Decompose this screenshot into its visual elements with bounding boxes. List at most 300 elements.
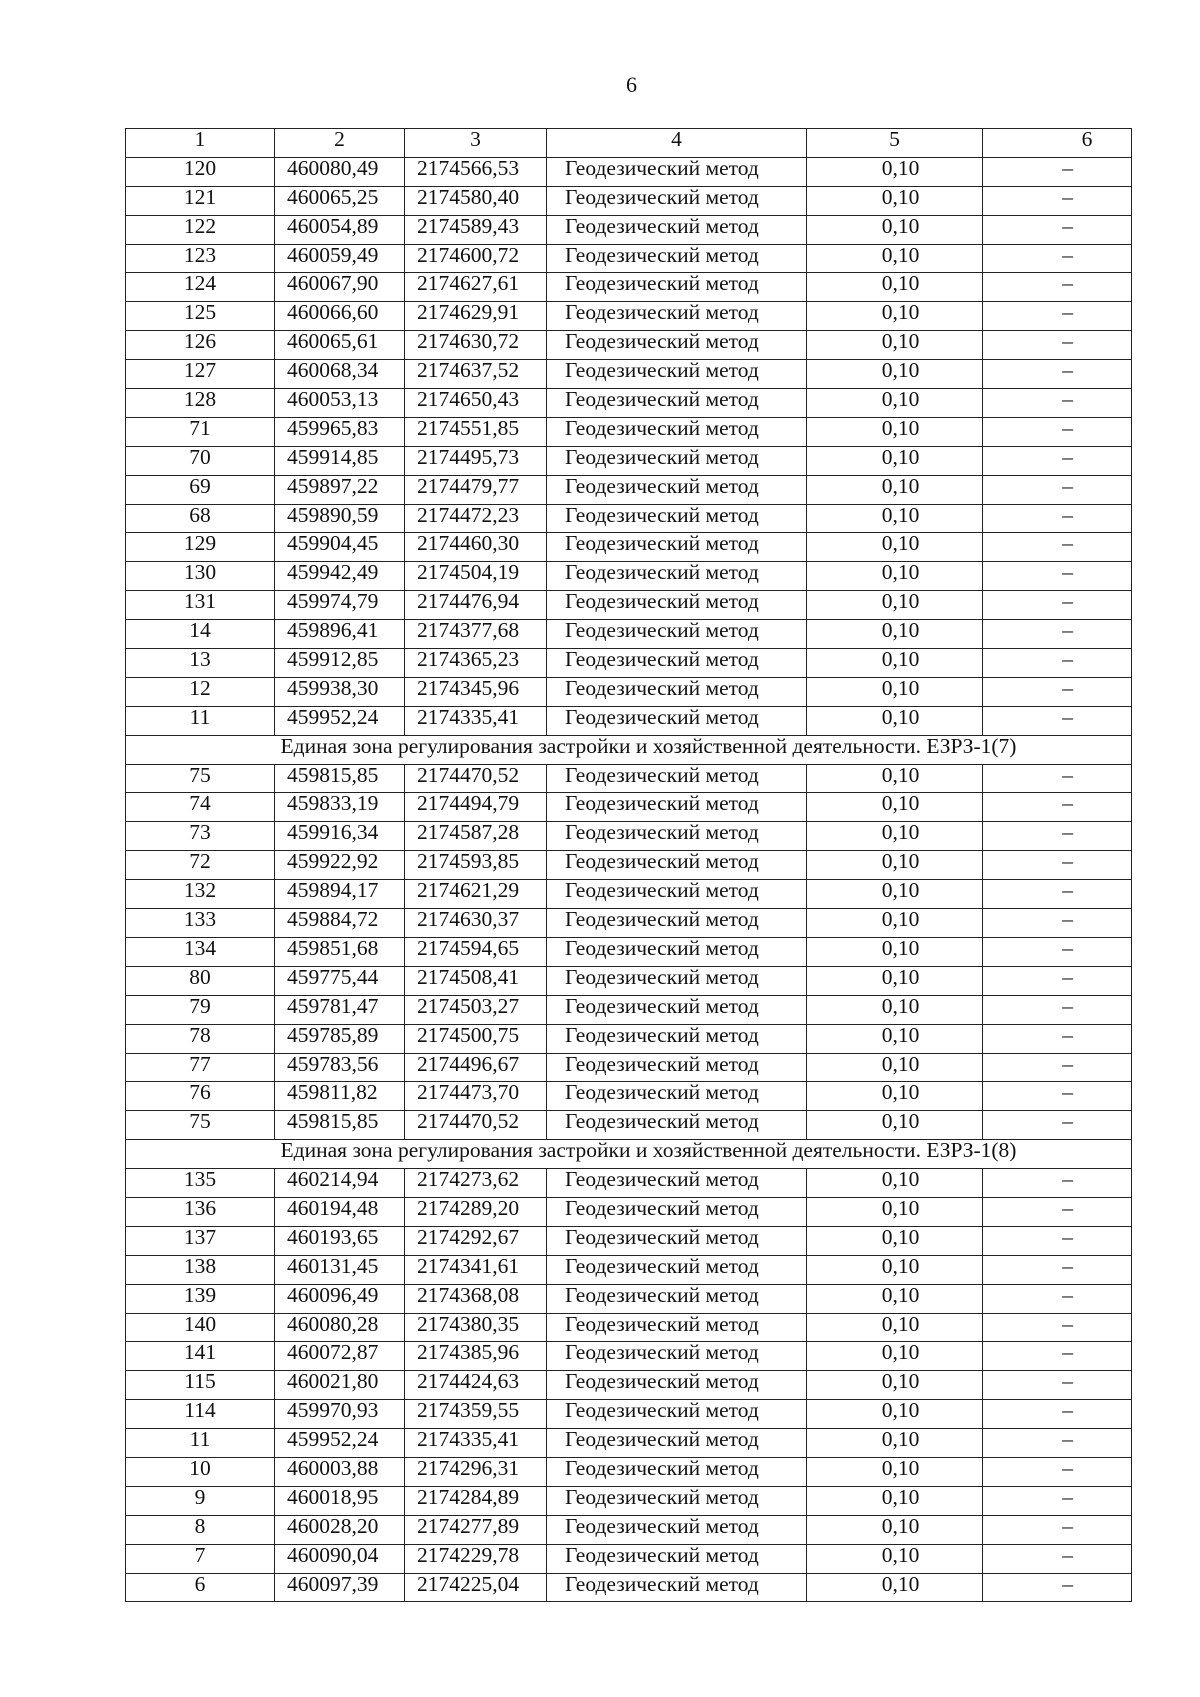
table-row [126, 1573, 1132, 1602]
table-row [126, 649, 1132, 678]
point-number-cell: 74 [126, 793, 275, 822]
method-cell: Геодезический метод [547, 1284, 807, 1313]
header-row [126, 129, 1132, 158]
table-row [126, 937, 1132, 966]
y-coordinate-cell: 2174630,72 [405, 331, 547, 360]
accuracy-cell: 0,10 [807, 1429, 983, 1458]
point-number-cell: 9 [126, 1486, 275, 1515]
accuracy-cell: 0,10 [807, 793, 983, 822]
method-cell: Геодезический метод [547, 649, 807, 678]
x-coordinate-cell: 459896,41 [275, 620, 405, 649]
point-number-cell: 71 [126, 417, 275, 446]
x-coordinate-cell: 459815,85 [275, 1111, 405, 1140]
point-number-cell: 69 [126, 475, 275, 504]
description-cell: – [983, 157, 1132, 186]
method-cell: Геодезический метод [547, 995, 807, 1024]
description-cell: – [983, 1457, 1132, 1486]
point-number-cell: 120 [126, 157, 275, 186]
y-coordinate-cell: 2174470,52 [405, 1111, 547, 1140]
y-coordinate-cell: 2174229,78 [405, 1544, 547, 1573]
point-number-cell: 10 [126, 1457, 275, 1486]
table-row [126, 1169, 1132, 1198]
method-cell: Геодезический метод [547, 851, 807, 880]
point-number-cell: 128 [126, 389, 275, 418]
y-coordinate-cell: 2174377,68 [405, 620, 547, 649]
y-coordinate-cell: 2174296,31 [405, 1457, 547, 1486]
method-cell: Геодезический метод [547, 1400, 807, 1429]
accuracy-cell: 0,10 [807, 1053, 983, 1082]
y-coordinate-cell: 2174424,63 [405, 1371, 547, 1400]
method-cell: Геодезический метод [547, 186, 807, 215]
description-cell: – [983, 909, 1132, 938]
method-cell: Геодезический метод [547, 822, 807, 851]
x-coordinate-cell: 459833,19 [275, 793, 405, 822]
table-row [126, 331, 1132, 360]
description-cell: – [983, 591, 1132, 620]
accuracy-cell: 0,10 [807, 706, 983, 735]
table-row [126, 966, 1132, 995]
accuracy-cell: 0,10 [807, 273, 983, 302]
header-cell-2: 2 [275, 129, 405, 158]
method-cell: Геодезический метод [547, 937, 807, 966]
y-coordinate-cell: 2174508,41 [405, 966, 547, 995]
description-cell: – [983, 389, 1132, 418]
accuracy-cell: 0,10 [807, 1284, 983, 1313]
x-coordinate-cell: 459965,83 [275, 417, 405, 446]
section-title: Единая зона регулирования застройки и хозяйственной деятельности. ЕЗРЗ-1(7) [126, 735, 1132, 764]
point-number-cell: 123 [126, 244, 275, 273]
point-number-cell: 138 [126, 1255, 275, 1284]
description-cell: – [983, 1255, 1132, 1284]
description-cell: – [983, 360, 1132, 389]
x-coordinate-cell: 459914,85 [275, 446, 405, 475]
x-coordinate-cell: 460021,80 [275, 1371, 405, 1400]
accuracy-cell: 0,10 [807, 677, 983, 706]
y-coordinate-cell: 2174504,19 [405, 562, 547, 591]
point-number-cell: 13 [126, 649, 275, 678]
y-coordinate-cell: 2174593,85 [405, 851, 547, 880]
method-cell: Геодезический метод [547, 157, 807, 186]
table-row [126, 1429, 1132, 1458]
table-row [126, 909, 1132, 938]
accuracy-cell: 0,10 [807, 157, 983, 186]
table-row [126, 417, 1132, 446]
y-coordinate-cell: 2174472,23 [405, 504, 547, 533]
y-coordinate-cell: 2174460,30 [405, 533, 547, 562]
point-number-cell: 6 [126, 1573, 275, 1602]
point-number-cell: 127 [126, 360, 275, 389]
method-cell: Геодезический метод [547, 1544, 807, 1573]
table-row [126, 186, 1132, 215]
y-coordinate-cell: 2174345,96 [405, 677, 547, 706]
point-number-cell: 73 [126, 822, 275, 851]
point-number-cell: 141 [126, 1342, 275, 1371]
point-number-cell: 135 [126, 1169, 275, 1198]
y-coordinate-cell: 2174500,75 [405, 1024, 547, 1053]
table-row [126, 1457, 1132, 1486]
table-row [126, 1255, 1132, 1284]
accuracy-cell: 0,10 [807, 1371, 983, 1400]
table-row [126, 1400, 1132, 1429]
description-cell: – [983, 1111, 1132, 1140]
method-cell: Геодезический метод [547, 677, 807, 706]
point-number-cell: 139 [126, 1284, 275, 1313]
table-row [126, 504, 1132, 533]
x-coordinate-cell: 460097,39 [275, 1573, 405, 1602]
y-coordinate-cell: 2174368,08 [405, 1284, 547, 1313]
table-row [126, 1342, 1132, 1371]
x-coordinate-cell: 459922,92 [275, 851, 405, 880]
y-coordinate-cell: 2174476,94 [405, 591, 547, 620]
description-cell: – [983, 677, 1132, 706]
method-cell: Геодезический метод [547, 1573, 807, 1602]
accuracy-cell: 0,10 [807, 186, 983, 215]
y-coordinate-cell: 2174566,53 [405, 157, 547, 186]
method-cell: Геодезический метод [547, 1024, 807, 1053]
x-coordinate-cell: 459952,24 [275, 706, 405, 735]
x-coordinate-cell: 459970,93 [275, 1400, 405, 1429]
y-coordinate-cell: 2174273,62 [405, 1169, 547, 1198]
method-cell: Геодезический метод [547, 446, 807, 475]
accuracy-cell: 0,10 [807, 1111, 983, 1140]
method-cell: Геодезический метод [547, 562, 807, 591]
accuracy-cell: 0,10 [807, 1169, 983, 1198]
y-coordinate-cell: 2174551,85 [405, 417, 547, 446]
table-row [126, 591, 1132, 620]
accuracy-cell: 0,10 [807, 1400, 983, 1429]
table-row [126, 360, 1132, 389]
accuracy-cell: 0,10 [807, 533, 983, 562]
table-row [126, 764, 1132, 793]
accuracy-cell: 0,10 [807, 966, 983, 995]
accuracy-cell: 0,10 [807, 851, 983, 880]
point-number-cell: 122 [126, 215, 275, 244]
table-row [126, 302, 1132, 331]
x-coordinate-cell: 459890,59 [275, 504, 405, 533]
method-cell: Геодезический метод [547, 1111, 807, 1140]
accuracy-cell: 0,10 [807, 389, 983, 418]
x-coordinate-cell: 460018,95 [275, 1486, 405, 1515]
y-coordinate-cell: 2174627,61 [405, 273, 547, 302]
table-row [126, 793, 1132, 822]
description-cell: – [983, 1197, 1132, 1226]
table-row [126, 1226, 1132, 1255]
x-coordinate-cell: 459815,85 [275, 764, 405, 793]
point-number-cell: 131 [126, 591, 275, 620]
accuracy-cell: 0,10 [807, 1342, 983, 1371]
accuracy-cell: 0,10 [807, 1024, 983, 1053]
method-cell: Геодезический метод [547, 475, 807, 504]
y-coordinate-cell: 2174580,40 [405, 186, 547, 215]
header-cell-1: 1 [126, 129, 275, 158]
point-number-cell: 129 [126, 533, 275, 562]
accuracy-cell: 0,10 [807, 937, 983, 966]
point-number-cell: 124 [126, 273, 275, 302]
header-cell-6: 6 [983, 129, 1132, 158]
point-number-cell: 7 [126, 1544, 275, 1573]
y-coordinate-cell: 2174365,23 [405, 649, 547, 678]
table-row [126, 389, 1132, 418]
point-number-cell: 14 [126, 620, 275, 649]
point-number-cell: 115 [126, 1371, 275, 1400]
description-cell: – [983, 880, 1132, 909]
method-cell: Геодезический метод [547, 504, 807, 533]
point-number-cell: 132 [126, 880, 275, 909]
method-cell: Геодезический метод [547, 966, 807, 995]
table-row [126, 244, 1132, 273]
y-coordinate-cell: 2174284,89 [405, 1486, 547, 1515]
table-row [126, 851, 1132, 880]
section-title: Единая зона регулирования застройки и хозяйственной деятельности. ЕЗРЗ-1(8) [126, 1140, 1132, 1169]
accuracy-cell: 0,10 [807, 417, 983, 446]
table-row [126, 1024, 1132, 1053]
x-coordinate-cell: 460214,94 [275, 1169, 405, 1198]
method-cell: Геодезический метод [547, 764, 807, 793]
method-cell: Геодезический метод [547, 1486, 807, 1515]
method-cell: Геодезический метод [547, 620, 807, 649]
accuracy-cell: 0,10 [807, 995, 983, 1024]
table-row [126, 562, 1132, 591]
accuracy-cell: 0,10 [807, 1082, 983, 1111]
description-cell: – [983, 446, 1132, 475]
y-coordinate-cell: 2174479,77 [405, 475, 547, 504]
y-coordinate-cell: 2174630,37 [405, 909, 547, 938]
table-row [126, 475, 1132, 504]
method-cell: Геодезический метод [547, 215, 807, 244]
header-cell-3: 3 [405, 129, 547, 158]
method-cell: Геодезический метод [547, 880, 807, 909]
description-cell: – [983, 1342, 1132, 1371]
table-row [126, 1197, 1132, 1226]
description-cell: – [983, 1024, 1132, 1053]
x-coordinate-cell: 460059,49 [275, 244, 405, 273]
table-row [126, 1082, 1132, 1111]
description-cell: – [983, 620, 1132, 649]
method-cell: Геодезический метод [547, 302, 807, 331]
point-number-cell: 130 [126, 562, 275, 591]
accuracy-cell: 0,10 [807, 1573, 983, 1602]
accuracy-cell: 0,10 [807, 446, 983, 475]
y-coordinate-cell: 2174650,43 [405, 389, 547, 418]
description-cell: – [983, 417, 1132, 446]
method-cell: Геодезический метод [547, 909, 807, 938]
point-number-cell: 80 [126, 966, 275, 995]
section-row [126, 735, 1132, 764]
table-row [126, 446, 1132, 475]
table-row [126, 995, 1132, 1024]
x-coordinate-cell: 459912,85 [275, 649, 405, 678]
description-cell: – [983, 764, 1132, 793]
method-cell: Геодезический метод [547, 793, 807, 822]
point-number-cell: 125 [126, 302, 275, 331]
point-number-cell: 78 [126, 1024, 275, 1053]
x-coordinate-cell: 459851,68 [275, 937, 405, 966]
y-coordinate-cell: 2174503,27 [405, 995, 547, 1024]
method-cell: Геодезический метод [547, 1313, 807, 1342]
point-number-cell: 140 [126, 1313, 275, 1342]
x-coordinate-cell: 460028,20 [275, 1515, 405, 1544]
description-cell: – [983, 937, 1132, 966]
table-row [126, 1515, 1132, 1544]
x-coordinate-cell: 459884,72 [275, 909, 405, 938]
y-coordinate-cell: 2174335,41 [405, 1429, 547, 1458]
x-coordinate-cell: 459811,82 [275, 1082, 405, 1111]
accuracy-cell: 0,10 [807, 909, 983, 938]
description-cell: – [983, 1082, 1132, 1111]
description-cell: – [983, 706, 1132, 735]
point-number-cell: 134 [126, 937, 275, 966]
x-coordinate-cell: 460194,48 [275, 1197, 405, 1226]
method-cell: Геодезический метод [547, 1197, 807, 1226]
method-cell: Геодезический метод [547, 273, 807, 302]
y-coordinate-cell: 2174292,67 [405, 1226, 547, 1255]
description-cell: – [983, 331, 1132, 360]
table-row [126, 677, 1132, 706]
x-coordinate-cell: 460065,61 [275, 331, 405, 360]
table-row [126, 620, 1132, 649]
description-cell: – [983, 186, 1132, 215]
x-coordinate-cell: 459783,56 [275, 1053, 405, 1082]
description-cell: – [983, 851, 1132, 880]
point-number-cell: 75 [126, 1111, 275, 1140]
accuracy-cell: 0,10 [807, 649, 983, 678]
point-number-cell: 8 [126, 1515, 275, 1544]
x-coordinate-cell: 460065,25 [275, 186, 405, 215]
coordinates-table [125, 128, 1132, 1602]
accuracy-cell: 0,10 [807, 764, 983, 793]
method-cell: Геодезический метод [547, 1255, 807, 1284]
description-cell: – [983, 1053, 1132, 1082]
x-coordinate-cell: 460066,60 [275, 302, 405, 331]
method-cell: Геодезический метод [547, 1342, 807, 1371]
description-cell: – [983, 1313, 1132, 1342]
description-cell: – [983, 1284, 1132, 1313]
description-cell: – [983, 1515, 1132, 1544]
accuracy-cell: 0,10 [807, 331, 983, 360]
x-coordinate-cell: 459904,45 [275, 533, 405, 562]
method-cell: Геодезический метод [547, 1169, 807, 1198]
point-number-cell: 126 [126, 331, 275, 360]
y-coordinate-cell: 2174473,70 [405, 1082, 547, 1111]
table-row [126, 706, 1132, 735]
x-coordinate-cell: 460054,89 [275, 215, 405, 244]
accuracy-cell: 0,10 [807, 1226, 983, 1255]
y-coordinate-cell: 2174494,79 [405, 793, 547, 822]
point-number-cell: 136 [126, 1197, 275, 1226]
description-cell: – [983, 1573, 1132, 1602]
description-cell: – [983, 822, 1132, 851]
y-coordinate-cell: 2174496,67 [405, 1053, 547, 1082]
x-coordinate-cell: 459952,24 [275, 1429, 405, 1458]
method-cell: Геодезический метод [547, 360, 807, 389]
point-number-cell: 77 [126, 1053, 275, 1082]
point-number-cell: 70 [126, 446, 275, 475]
x-coordinate-cell: 459781,47 [275, 995, 405, 1024]
table-row [126, 880, 1132, 909]
table-row [126, 1544, 1132, 1573]
table-row [126, 1313, 1132, 1342]
method-cell: Геодезический метод [547, 1371, 807, 1400]
accuracy-cell: 0,10 [807, 822, 983, 851]
accuracy-cell: 0,10 [807, 1457, 983, 1486]
x-coordinate-cell: 460053,13 [275, 389, 405, 418]
point-number-cell: 137 [126, 1226, 275, 1255]
method-cell: Геодезический метод [547, 389, 807, 418]
x-coordinate-cell: 459916,34 [275, 822, 405, 851]
x-coordinate-cell: 459775,44 [275, 966, 405, 995]
accuracy-cell: 0,10 [807, 1544, 983, 1573]
description-cell: – [983, 533, 1132, 562]
method-cell: Геодезический метод [547, 1429, 807, 1458]
point-number-cell: 11 [126, 1429, 275, 1458]
table-row [126, 1053, 1132, 1082]
accuracy-cell: 0,10 [807, 1255, 983, 1284]
x-coordinate-cell: 460067,90 [275, 273, 405, 302]
table-row [126, 273, 1132, 302]
point-number-cell: 11 [126, 706, 275, 735]
description-cell: – [983, 302, 1132, 331]
method-cell: Геодезический метод [547, 1457, 807, 1486]
x-coordinate-cell: 460080,28 [275, 1313, 405, 1342]
accuracy-cell: 0,10 [807, 620, 983, 649]
accuracy-cell: 0,10 [807, 302, 983, 331]
description-cell: – [983, 1226, 1132, 1255]
description-cell: – [983, 244, 1132, 273]
table-row [126, 1284, 1132, 1313]
y-coordinate-cell: 2174600,72 [405, 244, 547, 273]
method-cell: Геодезический метод [547, 244, 807, 273]
table-row [126, 157, 1132, 186]
accuracy-cell: 0,10 [807, 1313, 983, 1342]
y-coordinate-cell: 2174587,28 [405, 822, 547, 851]
description-cell: – [983, 562, 1132, 591]
y-coordinate-cell: 2174341,61 [405, 1255, 547, 1284]
point-number-cell: 121 [126, 186, 275, 215]
table-row [126, 1371, 1132, 1400]
accuracy-cell: 0,10 [807, 562, 983, 591]
y-coordinate-cell: 2174385,96 [405, 1342, 547, 1371]
y-coordinate-cell: 2174225,04 [405, 1573, 547, 1602]
description-cell: – [983, 215, 1132, 244]
description-cell: – [983, 475, 1132, 504]
accuracy-cell: 0,10 [807, 244, 983, 273]
y-coordinate-cell: 2174589,43 [405, 215, 547, 244]
accuracy-cell: 0,10 [807, 475, 983, 504]
y-coordinate-cell: 2174621,29 [405, 880, 547, 909]
description-cell: – [983, 504, 1132, 533]
point-number-cell: 76 [126, 1082, 275, 1111]
point-number-cell: 68 [126, 504, 275, 533]
x-coordinate-cell: 459894,17 [275, 880, 405, 909]
y-coordinate-cell: 2174277,89 [405, 1515, 547, 1544]
description-cell: – [983, 995, 1132, 1024]
x-coordinate-cell: 460068,34 [275, 360, 405, 389]
accuracy-cell: 0,10 [807, 880, 983, 909]
table-body [126, 129, 1132, 1602]
x-coordinate-cell: 459785,89 [275, 1024, 405, 1053]
x-coordinate-cell: 460096,49 [275, 1284, 405, 1313]
method-cell: Геодезический метод [547, 706, 807, 735]
description-cell: – [983, 1486, 1132, 1515]
table-row [126, 1111, 1132, 1140]
description-cell: – [983, 1371, 1132, 1400]
method-cell: Геодезический метод [547, 591, 807, 620]
method-cell: Геодезический метод [547, 1515, 807, 1544]
method-cell: Геодезический метод [547, 533, 807, 562]
x-coordinate-cell: 460072,87 [275, 1342, 405, 1371]
x-coordinate-cell: 460080,49 [275, 157, 405, 186]
y-coordinate-cell: 2174637,52 [405, 360, 547, 389]
